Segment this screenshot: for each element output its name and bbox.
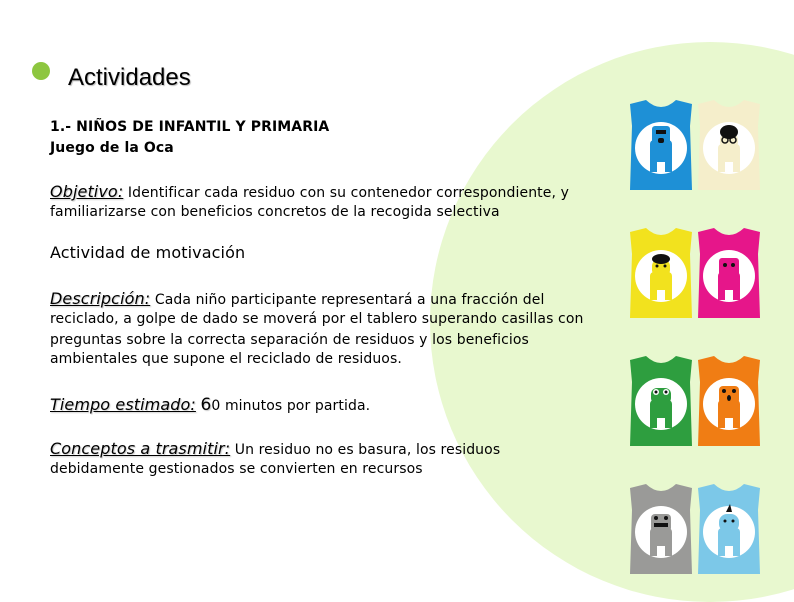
cream-shirt-character bbox=[696, 98, 762, 190]
descripcion-text-4: ambientales que supone el reciclado de residuos. bbox=[50, 351, 402, 367]
conceptos-line-1 bbox=[50, 438, 500, 461]
light-blue-shirt-character bbox=[696, 482, 762, 574]
tiempo-big-digit: 6 bbox=[200, 395, 212, 415]
descripcion-line-1 bbox=[50, 288, 545, 311]
green-shirt-character bbox=[628, 354, 694, 446]
shirt-characters-illustration bbox=[620, 98, 770, 578]
objetivo-label: Objetivo: bbox=[50, 182, 124, 201]
activity-name: Juego de la Oca bbox=[50, 140, 174, 156]
conceptos-label: Conceptos a trasmitir: bbox=[50, 439, 231, 458]
descripcion-text-1: Cada niño participante representará a una fracción del bbox=[154, 292, 545, 308]
orange-shirt-character bbox=[696, 354, 762, 446]
conceptos-text-1: Un residuo no es basura, los residuos bbox=[234, 442, 501, 458]
conceptos-text-2: debidamente gestionados se convierten en recursos bbox=[50, 461, 423, 477]
objetivo-text-1: Identificar cada residuo con su contenedor correspondiente, y bbox=[127, 185, 569, 201]
bullet-dot bbox=[32, 62, 50, 80]
descripcion-label: Descripción: bbox=[50, 289, 151, 308]
grey-shirt-character bbox=[628, 482, 694, 574]
objetivo-text-2: familiarizarse con beneficios concretos de la recogida selectiva bbox=[50, 204, 500, 220]
yellow-shirt-character bbox=[628, 226, 694, 318]
section-heading: 1.- NIÑOS DE INFANTIL Y PRIMARIA bbox=[50, 119, 330, 135]
slide-title: Actividades bbox=[68, 64, 191, 91]
tiempo-label: Tiempo estimado: bbox=[50, 395, 196, 414]
motivation-heading: Actividad de motivación bbox=[50, 243, 246, 262]
objetivo-line-1 bbox=[50, 181, 569, 204]
descripcion-text-3: preguntas sobre la correcta separación de residuos y los beneficios bbox=[50, 332, 529, 348]
descripcion-text-2: reciclado, a golpe de dado se moverá por el tablero superando casillas con bbox=[50, 311, 584, 327]
tiempo-rest: 0 minutos por partida. bbox=[211, 398, 371, 414]
magenta-shirt-character bbox=[696, 226, 762, 318]
tiempo-line bbox=[50, 394, 370, 417]
blue-shirt-character bbox=[628, 98, 694, 190]
